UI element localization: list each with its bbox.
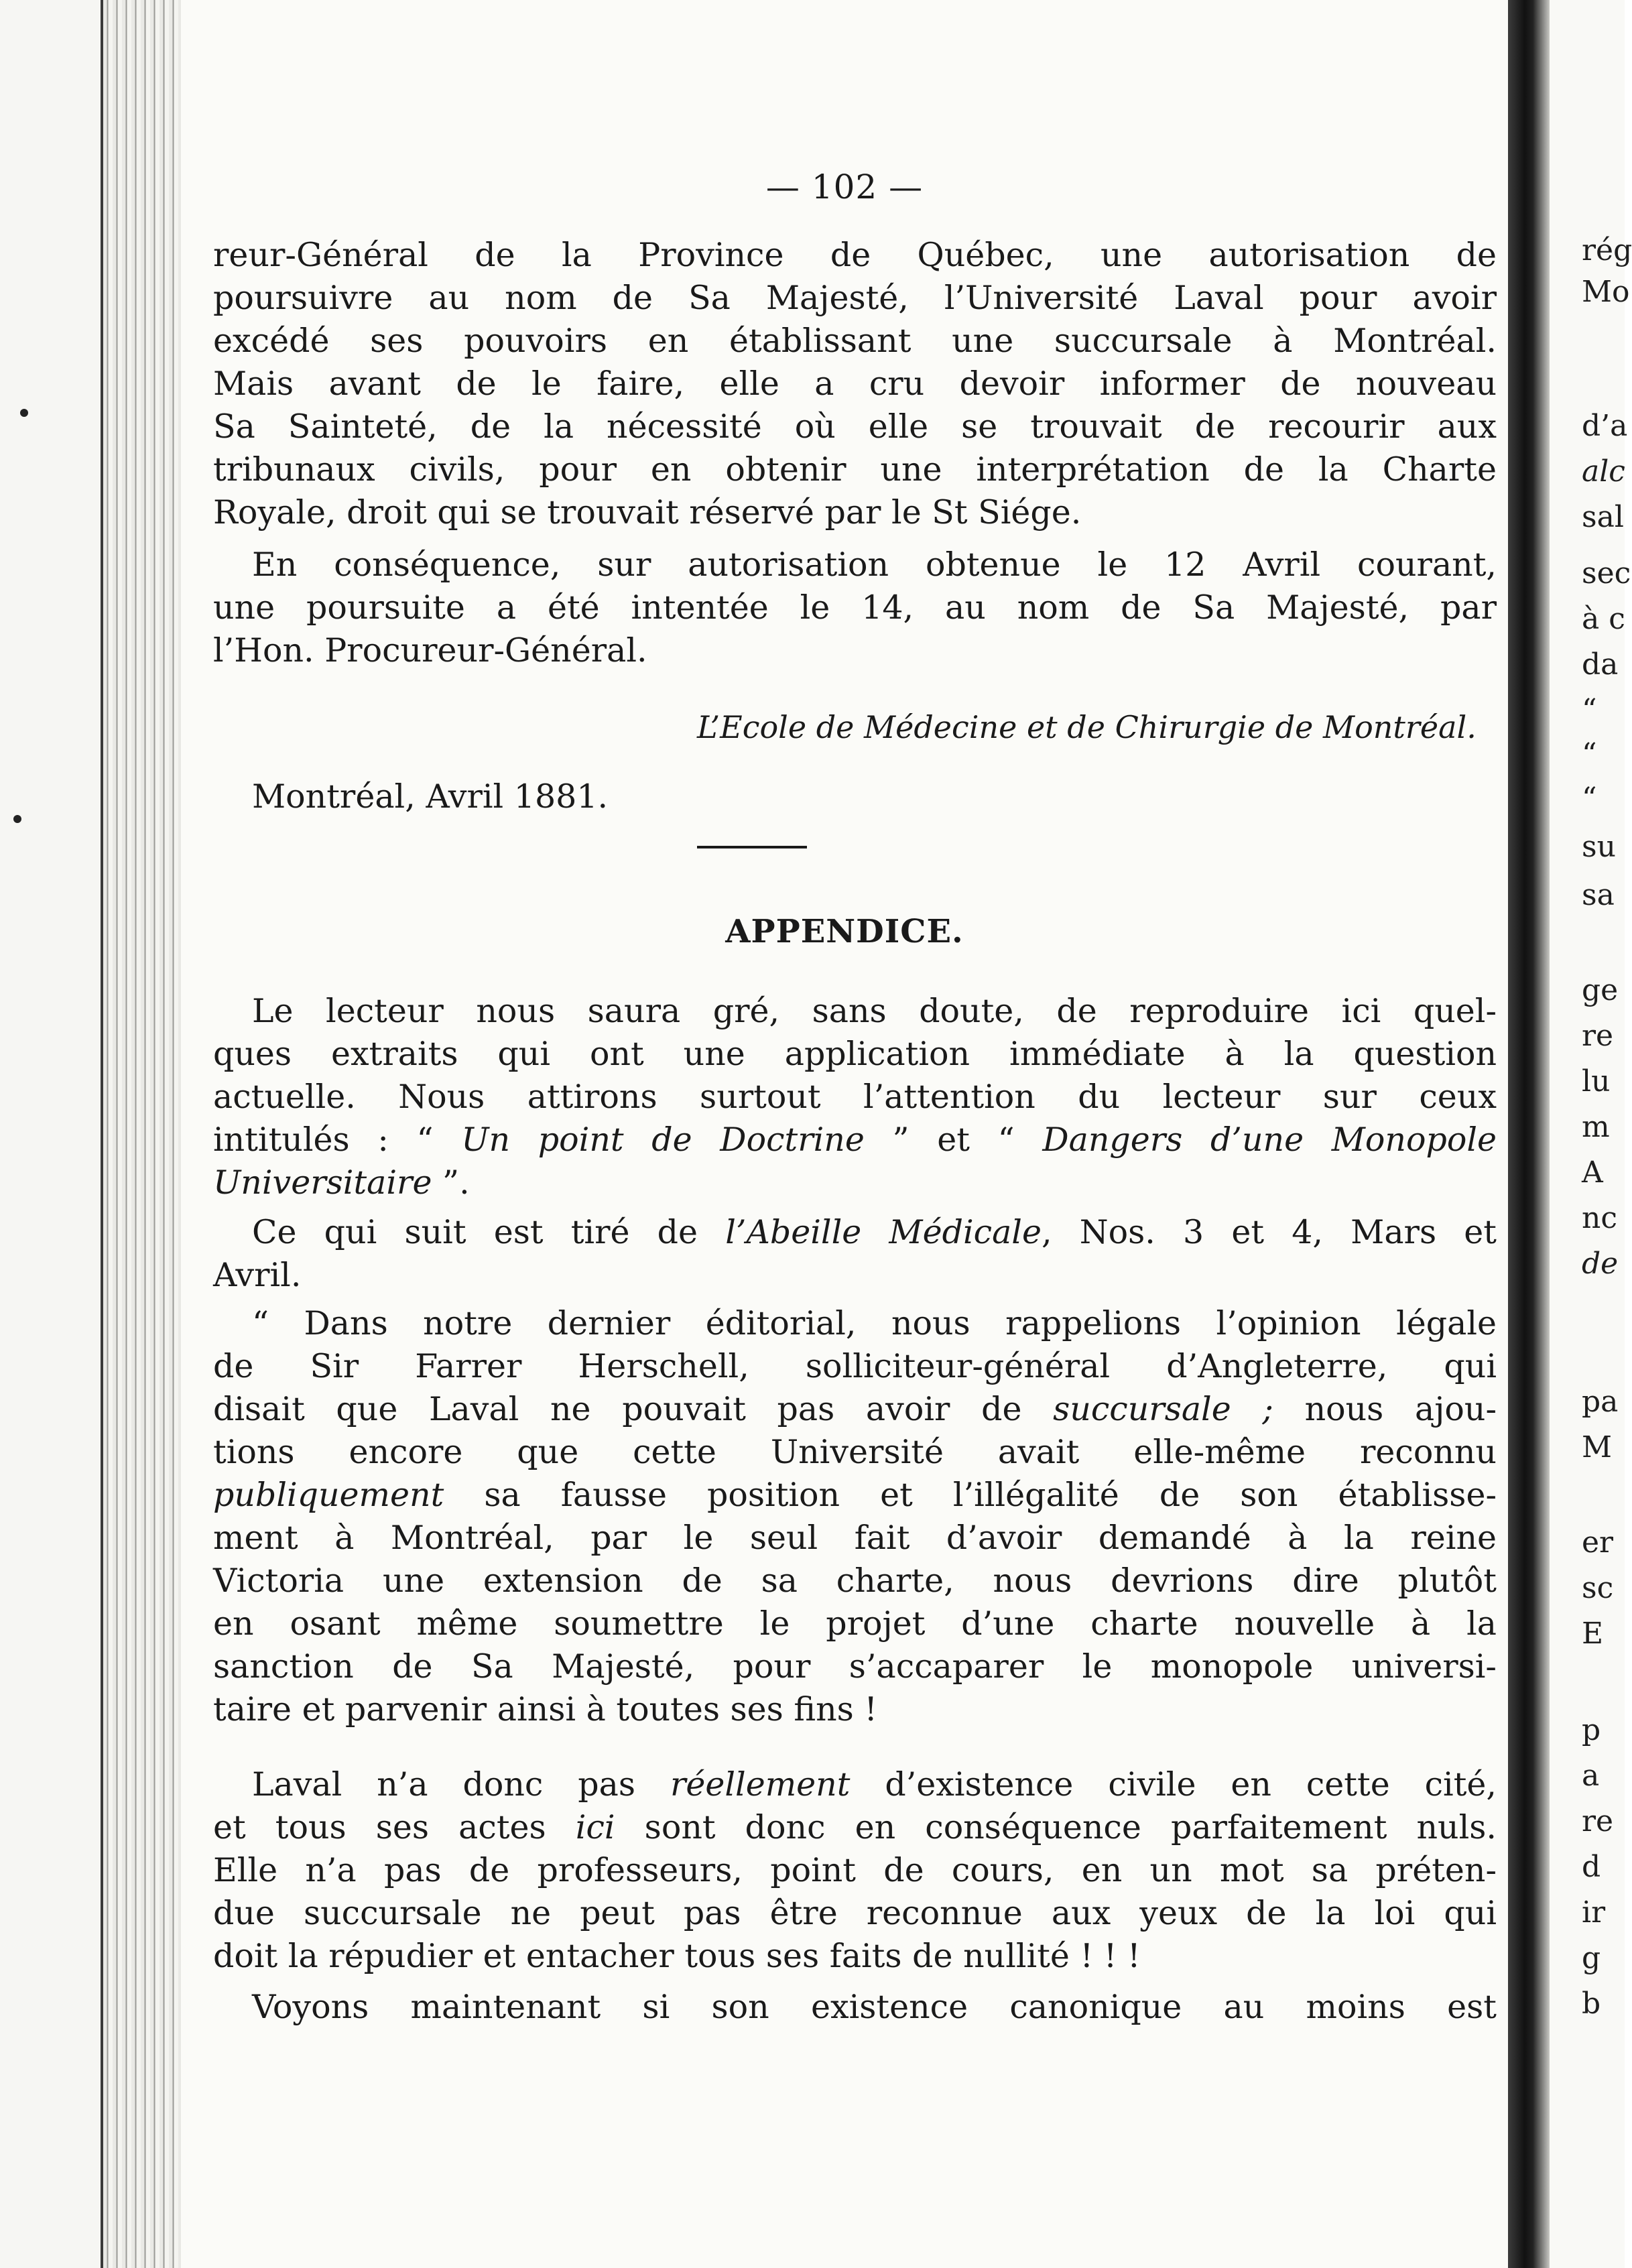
facing-page-fragment: pa <box>1582 1385 1619 1419</box>
facing-page-fragment: M <box>1582 1430 1613 1464</box>
facing-page-fragment: sa <box>1582 878 1615 912</box>
text-line: Le lecteur nous saura gré, sans doute, de reproduire ici quel- <box>252 992 1497 1030</box>
article-title: Un point de Doctrine <box>461 1121 865 1159</box>
text-line <box>213 1119 1497 1161</box>
text-line: en osant même soumettre le projet d’une charte nouvelle à la <box>213 1604 1497 1643</box>
text-line <box>213 1474 1497 1516</box>
section-divider <box>697 846 807 848</box>
facing-page-fragment: sc <box>1582 1571 1614 1605</box>
facing-page-fragment: “ <box>1582 693 1597 727</box>
book-gutter <box>1508 0 1550 2268</box>
text-line: Avril. <box>213 1256 302 1294</box>
text-line: actuelle. Nous attirons surtout l’attention du lecteur sur ceux <box>213 1078 1497 1116</box>
facing-page <box>1550 0 1632 2268</box>
text-run: , Nos. 3 et 4, Mars et <box>1041 1213 1497 1251</box>
text-line: Victoria une extension de sa charte, nous devrions dire plutôt <box>213 1562 1497 1600</box>
facing-page-fragment: re <box>1582 1804 1614 1838</box>
book-page-edges <box>0 0 181 2268</box>
text-run: Laval n’a donc pas <box>252 1765 670 1804</box>
facing-page-fragment: d’a <box>1582 409 1628 443</box>
text-line: ment à Montréal, par le seul fait d’avoir demandé à la reine <box>213 1519 1497 1557</box>
facing-page-fragment: “ <box>1582 737 1597 771</box>
facing-page-fragment: ge <box>1582 973 1619 1007</box>
text-line: l’Hon. Procureur-Général. <box>213 631 647 670</box>
text-line: excédé ses pouvoirs en établissant une succursale à Montréal. <box>213 322 1497 360</box>
facing-page-fragment: b <box>1582 1987 1601 2021</box>
text-line: Sa Sainteté, de la nécessité où elle se trouvait de recourir aux <box>213 407 1497 446</box>
publication-title: l’Abeille Médicale <box>725 1213 1042 1251</box>
text-line: due succursale ne peut pas être reconnue aux yeux de la loi qui <box>213 1894 1497 1932</box>
section-heading: APPENDICE. <box>725 913 964 950</box>
text-line: tribunaux civils, pour en obtenir une interprétation de la Charte <box>213 450 1497 489</box>
text-line: de Sir Farrer Herschell, solliciteur-général d’Angleterre, qui <box>213 1347 1497 1385</box>
text-run: ”. <box>432 1163 470 1202</box>
emphasis: succursale ; <box>1053 1390 1273 1428</box>
facing-page-fragment: d <box>1582 1850 1601 1884</box>
page-number: — 102 — <box>765 168 924 206</box>
text-line <box>252 1764 1497 1806</box>
facing-page-fragment: Mo <box>1582 275 1630 309</box>
article-title: Universitaire <box>213 1163 432 1202</box>
text-run: et tous ses actes <box>213 1808 576 1846</box>
facing-page-fragment: lu <box>1582 1064 1611 1098</box>
article-title: Dangers d’une Monopole <box>1042 1121 1497 1159</box>
text-line: tions encore que cette Université avait elle-même reconnu <box>213 1433 1497 1471</box>
facing-page-fragment: sec <box>1582 556 1631 590</box>
text-run: d’existence civile en cette cité, <box>850 1765 1497 1804</box>
text-line: reur-Général de la Province de Québec, une autorisation de <box>213 236 1497 274</box>
text-line: Royale, droit qui se trouvait réservé par le St Siége. <box>213 493 1082 531</box>
facing-page-fragment: rég <box>1582 233 1632 267</box>
text-run: sont donc en conséquence parfaitement nuls. <box>615 1808 1497 1846</box>
text-line <box>213 1162 1497 1204</box>
facing-page-fragment: nc <box>1582 1201 1617 1235</box>
emphasis: publiquement <box>213 1476 444 1514</box>
text-line: poursuivre au nom de Sa Majesté, l’Université Laval pour avoir <box>213 279 1497 317</box>
scan-speck <box>13 815 21 823</box>
text-run: sa fausse position et l’illégalité de son établisse- <box>444 1476 1497 1514</box>
text-run: ” et “ <box>864 1121 1043 1159</box>
text-run: disait que Laval ne pouvait pas avoir de <box>213 1390 1054 1428</box>
text-line: une poursuite a été intentée le 14, au nom de Sa Majesté, par <box>213 588 1497 627</box>
text-line: Elle n’a pas de professeurs, point de cours, en un mot sa préten- <box>213 1851 1497 1889</box>
facing-page-fragment: a <box>1582 1759 1600 1793</box>
facing-page-fragment: “ <box>1582 781 1597 816</box>
text-line: En conséquence, sur autorisation obtenue le 12 Avril courant, <box>252 546 1497 584</box>
text-line: Voyons maintenant si son existence canonique au moins est <box>252 1988 1497 2026</box>
text-run: intitulés : “ <box>213 1121 462 1159</box>
emphasis: réellement <box>670 1765 851 1804</box>
facing-page-fragment: sal <box>1582 500 1624 534</box>
facing-page-fragment: su <box>1582 830 1616 864</box>
text-line: sanction de Sa Majesté, pour s’accaparer le monopole universi- <box>213 1647 1497 1686</box>
dateline: Montréal, Avril 1881. <box>252 777 609 816</box>
text-run: Ce qui suit est tiré de <box>252 1213 726 1251</box>
facing-page-fragment: A <box>1582 1155 1603 1190</box>
facing-page-fragment: re <box>1582 1019 1614 1053</box>
facing-page-fragment: ir <box>1582 1895 1606 1930</box>
facing-page-fragment: p <box>1582 1713 1601 1747</box>
text-line <box>252 1212 1497 1253</box>
text-line: taire et parvenir ainsi à toutes ses fins ! <box>213 1690 878 1728</box>
text-line: Mais avant de le faire, elle a cru devoir informer de nouveau <box>213 365 1497 403</box>
signature: L’Ecole de Médecine et de Chirurgie de Montréal. <box>697 709 1477 745</box>
scan-speck <box>20 409 28 417</box>
facing-page-fragment: m <box>1582 1110 1610 1144</box>
text-line: doit la répudier et entacher tous ses faits de nullité ! ! ! <box>213 1937 1141 1975</box>
facing-page-fragment: da <box>1582 647 1619 682</box>
facing-page-fragment: g <box>1582 1941 1601 1975</box>
text-run: nous ajou- <box>1273 1390 1497 1428</box>
emphasis: ici <box>575 1808 615 1846</box>
text-line: ques extraits qui ont une application immédiate à la question <box>213 1035 1497 1073</box>
facing-page-fragment: E <box>1582 1617 1604 1651</box>
facing-page-fragment: er <box>1582 1525 1614 1560</box>
text-line <box>213 1389 1497 1430</box>
facing-page-fragment: à c <box>1582 602 1625 636</box>
text-line: “ Dans notre dernier éditorial, nous rappelions l’opinion légale <box>252 1304 1497 1342</box>
text-line <box>213 1807 1497 1848</box>
facing-page-fragment: de <box>1582 1247 1619 1281</box>
facing-page-fragment: alc <box>1582 454 1625 489</box>
